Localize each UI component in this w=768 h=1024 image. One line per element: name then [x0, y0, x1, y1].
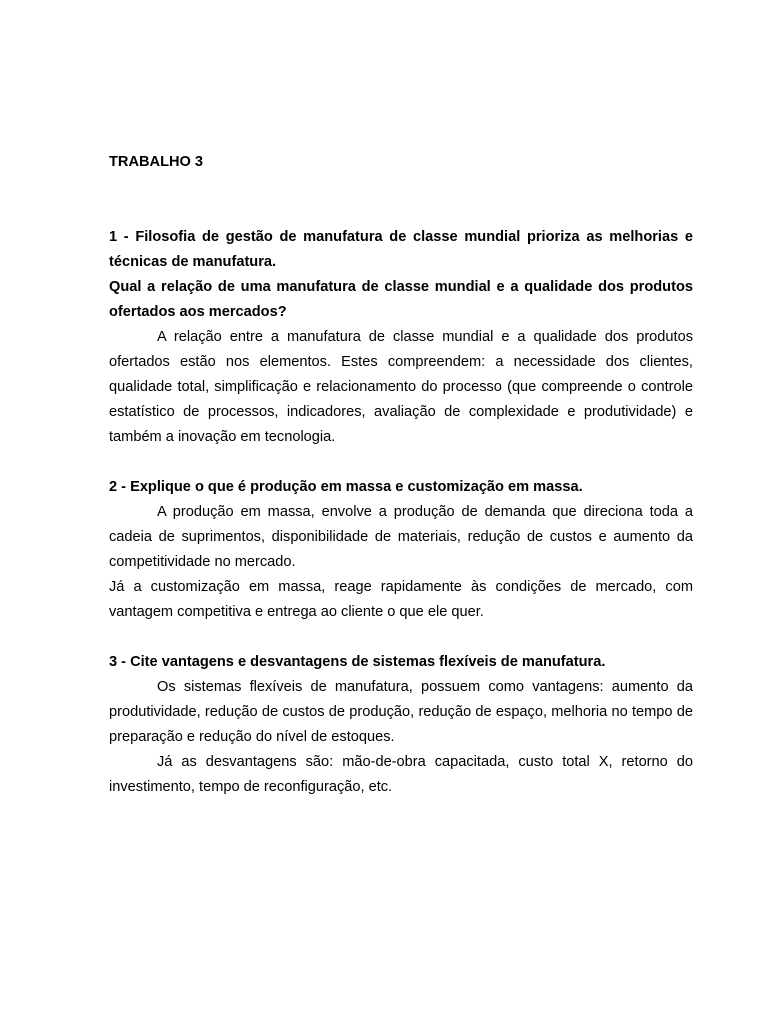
question-1-statement: 1 - Filosofia de gestão de manufatura de classe mundial prioriza as melhorias e técnicas de manufatura.	[109, 229, 693, 270]
question-2: 2 - Explique o que é produção em massa e customização em massa.	[109, 479, 583, 495]
answer-3-paragraph-2: Já as desvantagens são: mão-de-obra capacitada, custo total X, retorno do investimento, tempo de reconfiguração, etc.	[109, 754, 693, 795]
question-1-prompt: Qual a relação de uma manufatura de classe mundial e a qualidade dos produtos ofertados aos mercados?	[109, 279, 693, 320]
document-body	[109, 150, 693, 800]
answer-2-paragraph-2: Já a customização em massa, reage rapidamente às condições de mercado, com vantagem competitiva e entrega ao cliente o que ele quer.	[109, 579, 693, 620]
question-3: 3 - Cite vantagens e desvantagens de sistemas flexíveis de manufatura.	[109, 654, 606, 670]
answer-1-paragraph: A relação entre a manufatura de classe mundial e a qualidade dos produtos ofertados estão nos elementos. Estes compreendem: a necessidade dos clientes, qualidade total, simplificação e relacionamento do processo (que compreende o controle estatístico de processos, indicadores, avaliação de complexidade e produtividade) e também a inovação em tecnologia.	[109, 329, 693, 445]
answer-2-paragraph-1: A produção em massa, envolve a produção de demanda que direciona toda a cadeia de suprimentos, disponibilidade de materiais, redução de custos e aumento da competitividade no mercado.	[109, 504, 693, 570]
section-1	[109, 225, 693, 450]
section-2	[109, 475, 693, 625]
document-title: TRABALHO 3	[109, 154, 204, 170]
answer-3-paragraph-1: Os sistemas flexíveis de manufatura, possuem como vantagens: aumento da produtividade, redução de custos de produção, redução de espaço, melhoria no tempo de preparação e redução do nível de estoques.	[109, 679, 693, 745]
section-3	[109, 650, 693, 800]
